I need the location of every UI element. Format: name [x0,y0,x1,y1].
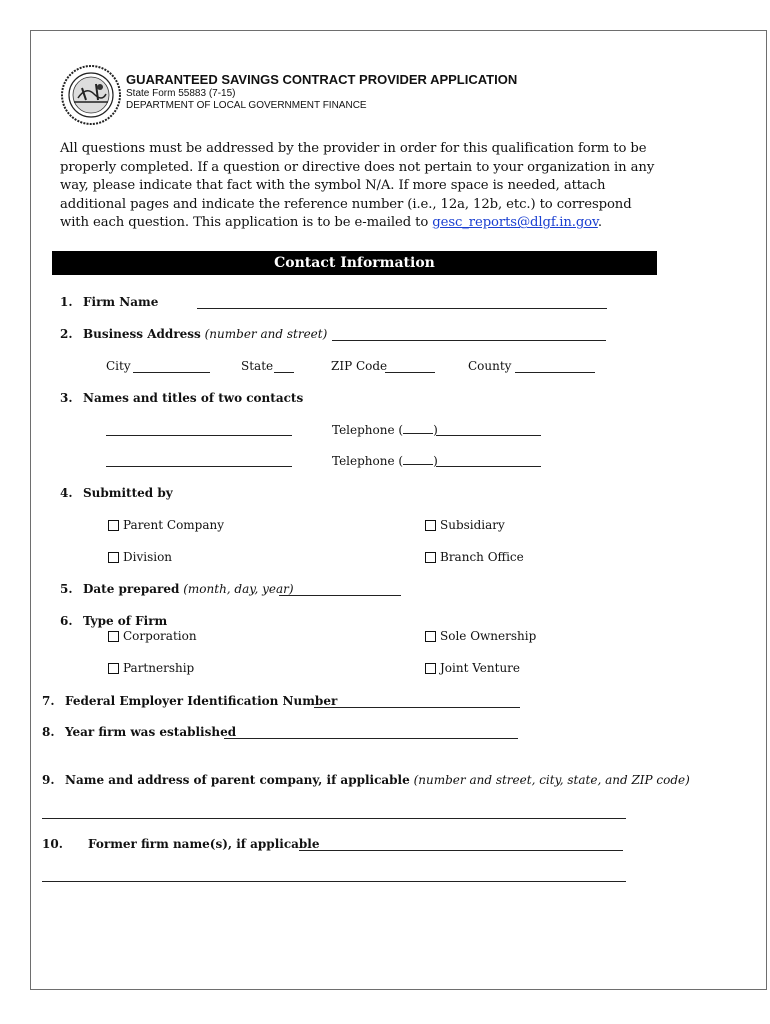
partnership-label: Partnership [123,661,195,675]
former-firm-name-continuation-field[interactable] [42,881,626,882]
q2-label: Business Address (number and street) [83,327,328,341]
instructions-paragraph: All questions must be addressed by the provider in order for this qualification form to be properly completed. If a question or directive does not pertain to your organization in any way, please indicate that fact with the symbol N/A. If more space is needed, attach additional pages and indicate the reference number (i.e., 12a, 12b, etc.) to correspond with each question. This application is to be e-mailed to gesc_reports@dlgf.in.gov. [60,141,655,231]
q7-label: Federal Employer Identification Number [65,694,338,708]
q1-label: Firm Name [83,295,159,309]
parent-company-label: Parent Company [123,518,225,532]
department-name: DEPARTMENT OF LOCAL GOVERNMENT FINANCE [126,100,367,111]
division-checkbox[interactable] [108,552,119,563]
section-header-contact-information: Contact Information [52,251,657,275]
sole-ownership-checkbox[interactable] [425,631,436,642]
branch-office-label: Branch Office [440,550,524,564]
corporation-label: Corporation [123,629,197,643]
q1-number: 1. [60,295,73,309]
corporation-checkbox[interactable] [108,631,119,642]
zip-code-field[interactable] [385,372,435,373]
sole-ownership-label: Sole Ownership [440,629,537,643]
city-field[interactable] [133,372,210,373]
joint-venture-checkbox[interactable] [425,663,436,674]
q2-number: 2. [60,327,73,341]
subsidiary-label: Subsidiary [440,518,505,532]
email-link[interactable]: gesc_reports@dlgf.in.gov [432,215,598,231]
year-established-field[interactable] [224,738,518,739]
q9-label: Name and address of parent company, if applicable (number and street, city, state, and ZIP code) [65,773,690,787]
q9-number: 9. [42,773,55,787]
contact-1-telephone-label: Telephone ( ) [332,423,438,437]
fein-field[interactable] [314,707,520,708]
contact-1-telephone-field[interactable] [436,435,541,436]
branch-office-checkbox[interactable] [425,552,436,563]
county-label: County [468,359,512,373]
form-number: State Form 55883 (7-15) [126,88,236,99]
joint-venture-label: Joint Venture [440,661,521,675]
city-label: City [106,359,131,373]
contact-2-name-field[interactable] [106,466,292,467]
partnership-checkbox[interactable] [108,663,119,674]
q6-number: 6. [60,614,73,628]
q5-label: Date prepared (month, day, year) [83,582,294,596]
q4-label: Submitted by [83,486,173,500]
division-label: Division [123,550,173,564]
state-field[interactable] [274,372,294,373]
contact-2-telephone-field[interactable] [436,466,541,467]
q3-label: Names and titles of two contacts [83,391,304,405]
q4-number: 4. [60,486,73,500]
subsidiary-checkbox[interactable] [425,520,436,531]
q10-label: Former firm name(s), if applicable [88,837,320,851]
q7-number: 7. [42,694,55,708]
business-address-field[interactable] [332,340,606,341]
q5-number: 5. [60,582,73,596]
contact-2-telephone-label: Telephone ( ) [332,454,438,468]
contact-1-name-field[interactable] [106,435,292,436]
parent-company-address-field[interactable] [42,818,626,819]
form-title: GUARANTEED SAVINGS CONTRACT PROVIDER APPLICATION [126,72,518,87]
state-seal-icon [60,64,122,126]
firm-name-field[interactable] [197,308,607,309]
q6-label: Type of Firm [83,614,168,628]
zip-code-label: ZIP Code [331,359,388,373]
county-field[interactable] [515,372,595,373]
q8-label: Year firm was established [65,725,237,739]
state-label: State [241,359,274,373]
former-firm-name-field[interactable] [299,850,623,851]
date-prepared-field[interactable] [279,595,401,596]
q10-number: 10. [42,837,63,851]
q3-number: 3. [60,391,73,405]
parent-company-checkbox[interactable] [108,520,119,531]
q8-number: 8. [42,725,55,739]
